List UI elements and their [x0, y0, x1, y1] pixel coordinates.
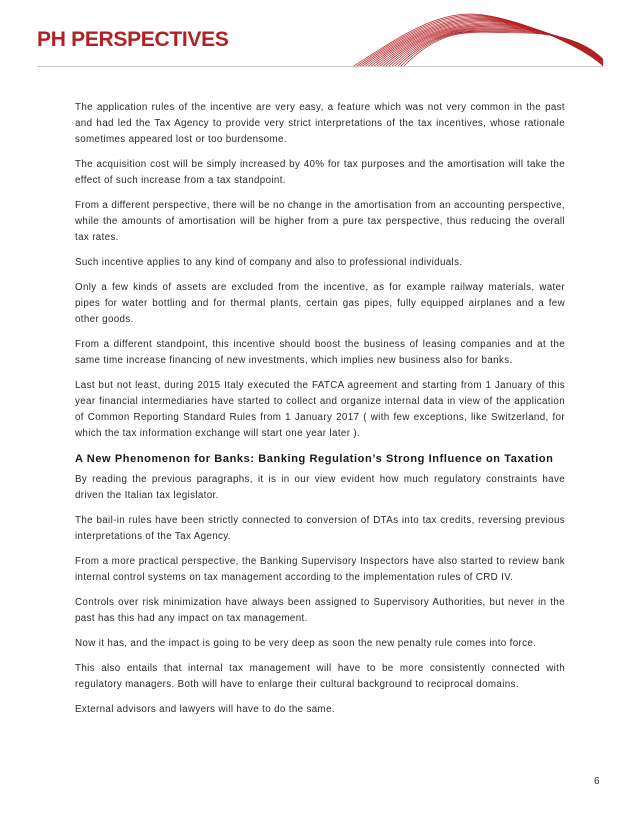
paragraph: From a different perspective, there will be no change in the amortisation from an accounting perspective, while the amounts of amortisation will be higher from a pure tax perspective, thus reducing the overall tax rates. — [75, 200, 565, 243]
paragraph: Now it has, and the impact is going to be very deep as soon the new penalty rule comes into force. — [75, 638, 537, 649]
paragraph: The application rules of the incentive are very easy, a feature which was not very common in the past and had led the Tax Agency to provide very strict interpretations of the tax incentives, whose rationale sometimes appeared lost or too burdensome. — [75, 102, 565, 145]
section-heading: A New Phenomenon for Banks: Banking Regulation’s Strong Influence on Taxation — [75, 453, 554, 465]
paragraph: The bail-in rules have been strictly connected to conversion of DTAs into tax credits, reversing previous interpretations of the Tax Agency. — [75, 515, 565, 542]
paragraph: By reading the previous paragraphs, it is in our view evident how much regulatory constraints have driven the Italian tax legislator. — [75, 474, 565, 501]
header-divider — [37, 66, 603, 67]
page-header — [0, 0, 640, 70]
wave-line — [388, 27, 603, 67]
paragraph: Last but not least, during 2015 Italy executed the FATCA agreement and starting from 1 January of this year financial intermediaries have started to collect and organize internal data in view of the application of Common Reporting Standard Rules from 1 January 2017 ( with few exceptions, like Switzerland, for which the tax information exchange will start one year later ). — [75, 380, 565, 439]
paragraph: The acquisition cost will be simply increased by 40% for tax purposes and the amortisation will take the effect of such increase from a tax standpoint. — [75, 159, 565, 186]
paragraph: Only a few kinds of assets are excluded from the incentive, as for example railway materials, water pipes for water bottling and for thermal plants, certain gas pipes, fully equipped airplanes and a few other goods. — [75, 282, 565, 325]
paragraph: This also entails that internal tax management will have to be more consistently connected with regulatory managers. Both will have to enlarge their cultural background to reciprocal domains. — [75, 663, 565, 690]
page-number: 6 — [594, 776, 600, 787]
brand-title: PH PERSPECTIVES — [37, 28, 229, 51]
paragraph: From a different standpoint, this incentive should boost the business of leasing companies and at the same time increase financing of new investments, which implies new business also for banks. — [75, 339, 565, 366]
paragraph: Controls over risk minimization have always been assigned to Supervisory Authorities, but never in the past has this had any impact on tax management. — [75, 597, 565, 624]
article-body — [75, 100, 565, 727]
paragraph: External advisors and lawyers will have to do the same. — [75, 704, 335, 715]
paragraph: From a more practical perspective, the Banking Supervisory Inspectors have also started to review bank internal control systems on tax management according to the implementation rules of CRD IV. — [75, 556, 565, 583]
red-wave-lines-graphic — [350, 12, 605, 68]
paragraph: Such incentive applies to any kind of company and also to professional individuals. — [75, 257, 463, 268]
